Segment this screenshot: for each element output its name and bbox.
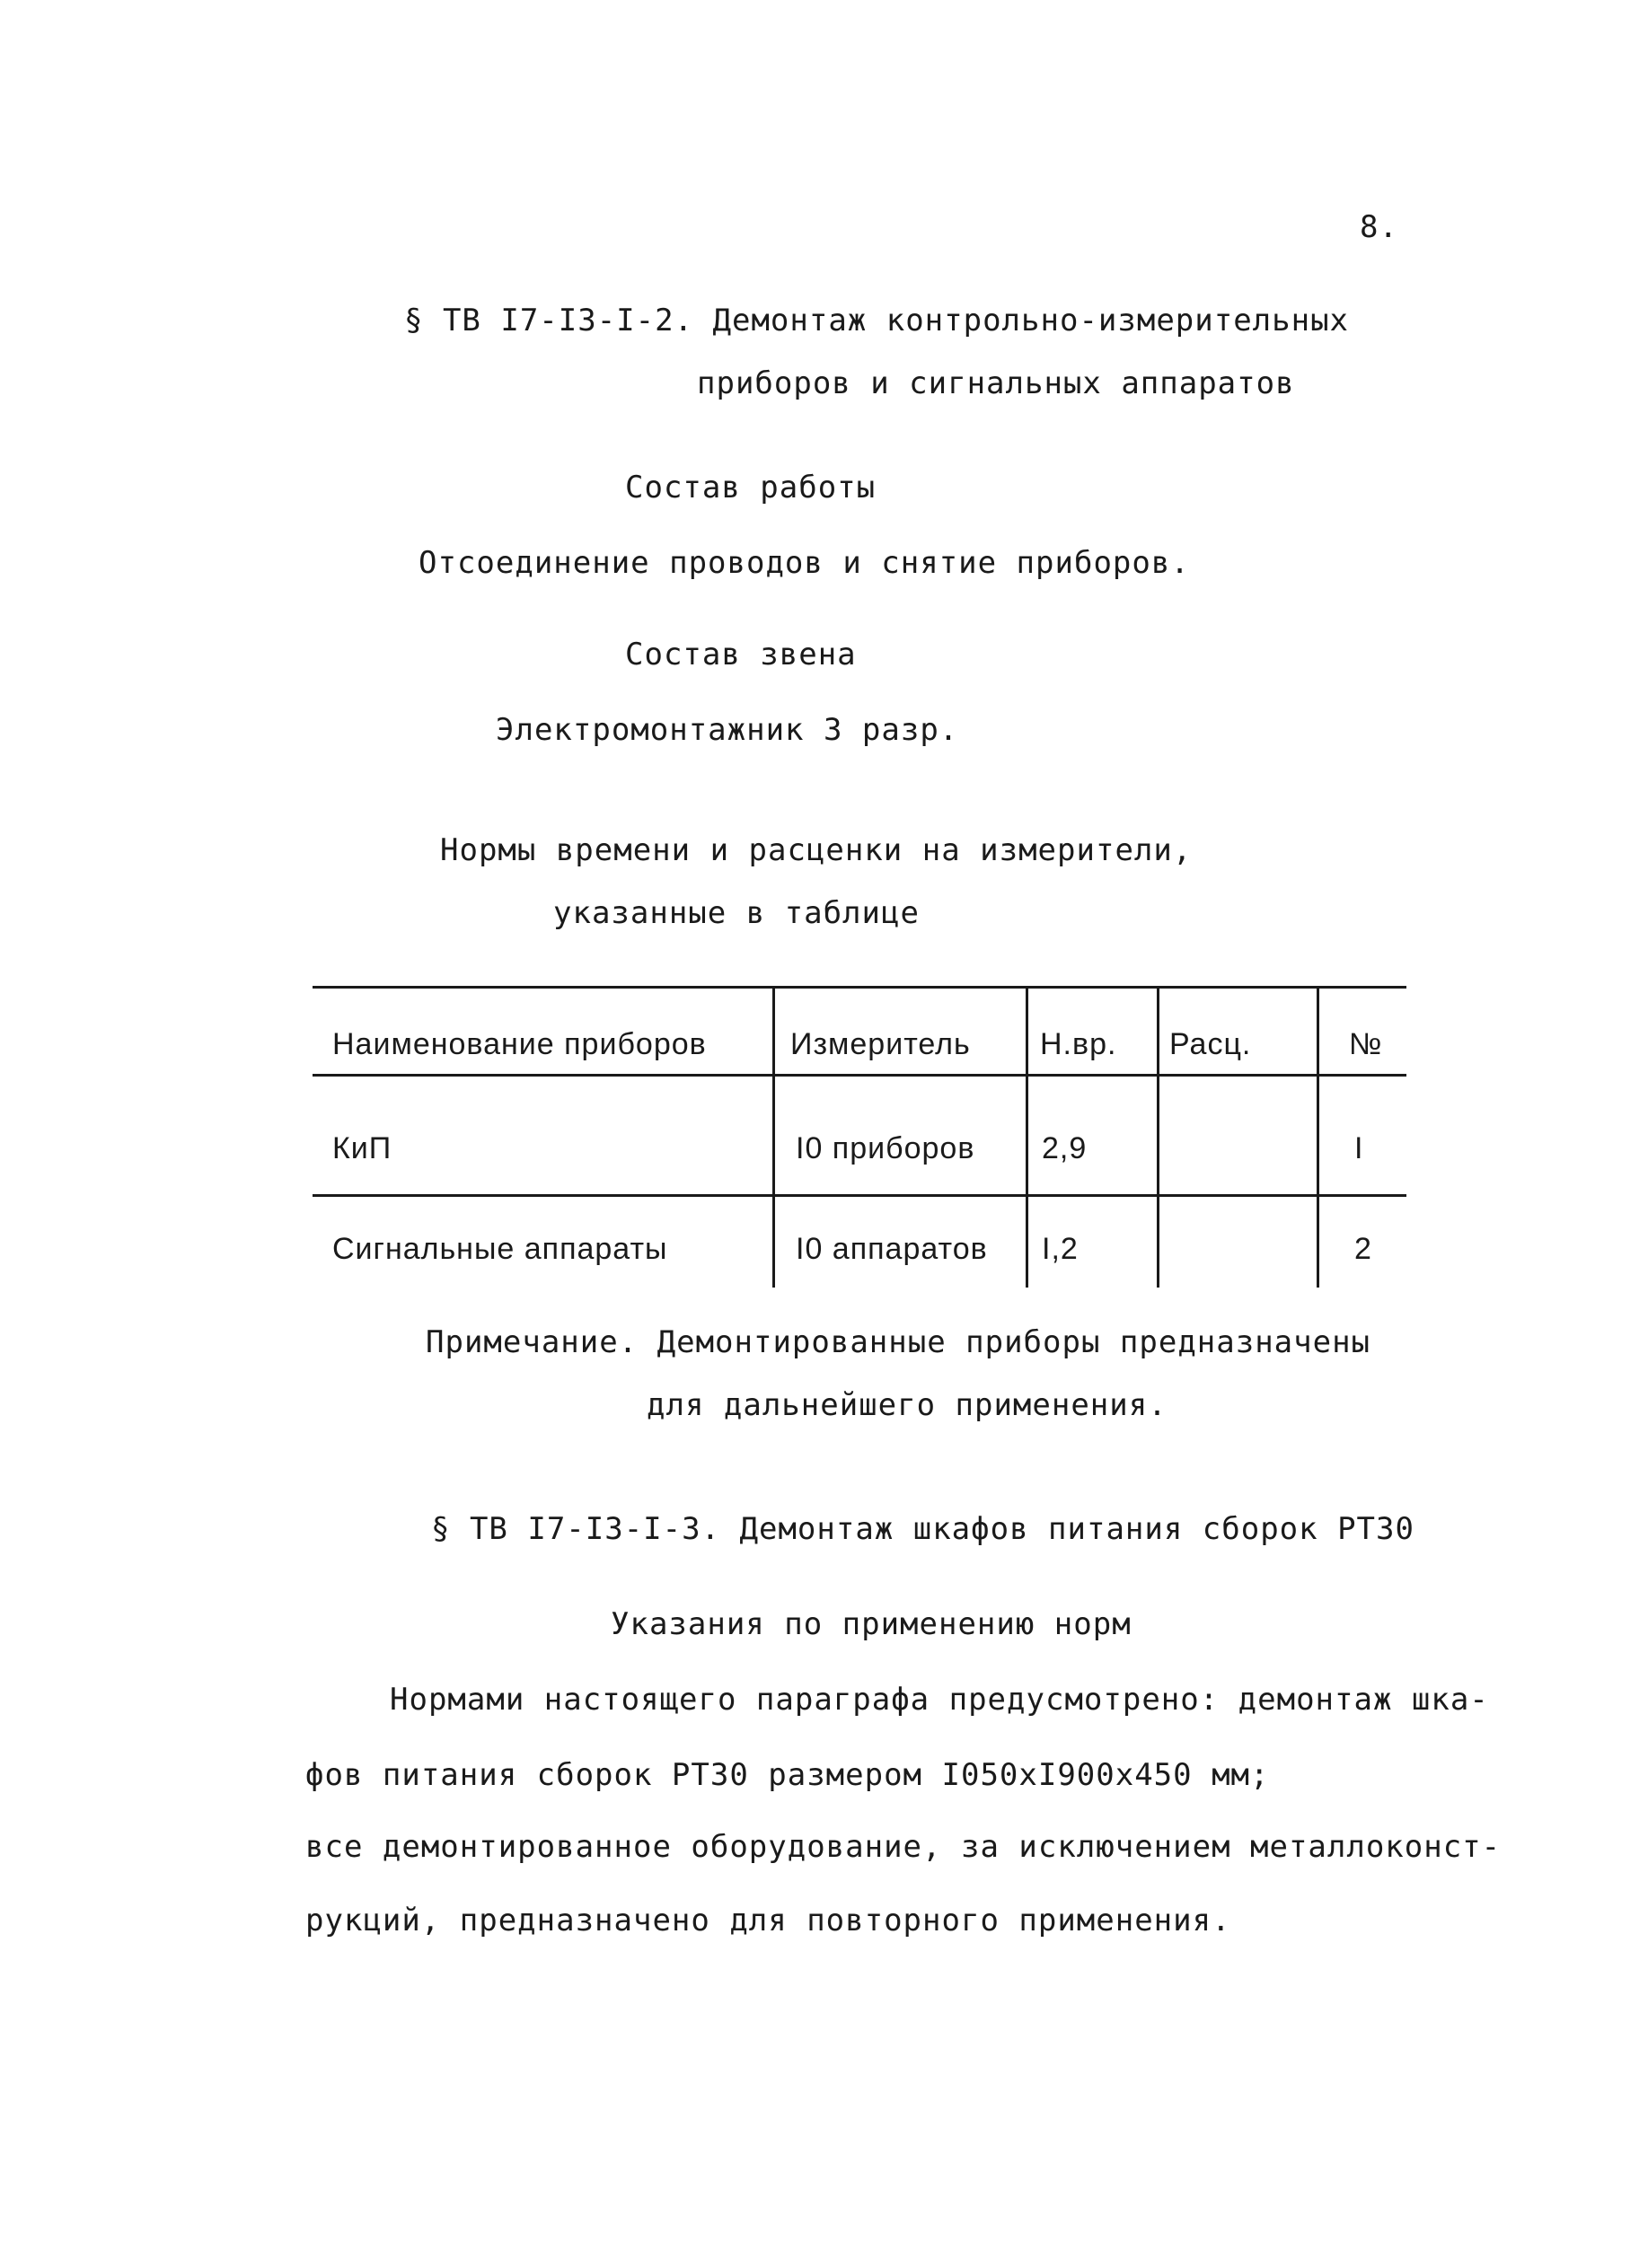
norms-line1: Нормы времени и расценки на измерители, xyxy=(440,832,1193,868)
table-header-rule xyxy=(313,1074,1406,1077)
guidance-heading: Указания по применению норм xyxy=(611,1606,1132,1642)
table-cell-time-norm: I,2 xyxy=(1042,1232,1079,1266)
table-col-divider xyxy=(1026,986,1028,1288)
para-line4: рукций, предназначено для повторного применения. xyxy=(305,1903,1231,1938)
section1-title-line1: § ТВ I7-I3-I-2. Демонтаж контрольно-измерительных xyxy=(404,303,1350,338)
header-time-norm: Н.вр. xyxy=(1040,1027,1117,1061)
para-line2: фов питания сборок РТ30 размером I050xI900x450 мм; xyxy=(305,1757,1270,1793)
table-cell-time-norm: 2,9 xyxy=(1042,1131,1088,1165)
para-line3: все демонтированное оборудование, за исключением металлоконст- xyxy=(305,1829,1502,1865)
table-cell-unit: I0 приборов xyxy=(796,1131,975,1165)
table-cell-number: 2 xyxy=(1354,1232,1372,1266)
crew-text: Электромонтажник 3 разр. xyxy=(496,712,959,748)
table-col-divider xyxy=(772,986,775,1288)
note-line1: Примечание. Демонтированные приборы предназначены xyxy=(426,1324,1371,1360)
header-unit: Измеритель xyxy=(790,1027,971,1061)
work-heading: Состав работы xyxy=(625,470,877,505)
header-rate: Расц. xyxy=(1169,1027,1252,1061)
table-col-divider xyxy=(1317,986,1319,1288)
table-cell-unit: I0 аппаратов xyxy=(796,1232,988,1266)
table-cell-number: I xyxy=(1354,1131,1364,1165)
table-col-divider xyxy=(1157,986,1159,1288)
table-cell-name: Сигнальные аппараты xyxy=(332,1232,668,1266)
norms-line2: указанные в таблице xyxy=(553,895,920,931)
page-number: 8. xyxy=(1360,209,1398,245)
header-number: № xyxy=(1349,1027,1383,1061)
para-line1: Нормами настоящего параграфа предусмотрено: демонтаж шка- xyxy=(390,1682,1489,1718)
section1-title-line2: приборов и сигнальных аппаратов xyxy=(697,365,1295,401)
table-top-rule xyxy=(313,986,1406,989)
note-line2: для дальнейшего применения. xyxy=(647,1387,1168,1423)
work-text: Отсоединение проводов и снятие приборов. xyxy=(419,545,1190,581)
header-name: Наименование приборов xyxy=(332,1027,707,1061)
section2-title: § ТВ I7-I3-I-3. Демонтаж шкафов питания сборок РТ30 xyxy=(431,1511,1414,1547)
crew-heading: Состав звена xyxy=(625,637,857,672)
table-row-rule xyxy=(313,1194,1406,1197)
table-cell-name: КиП xyxy=(332,1131,392,1165)
